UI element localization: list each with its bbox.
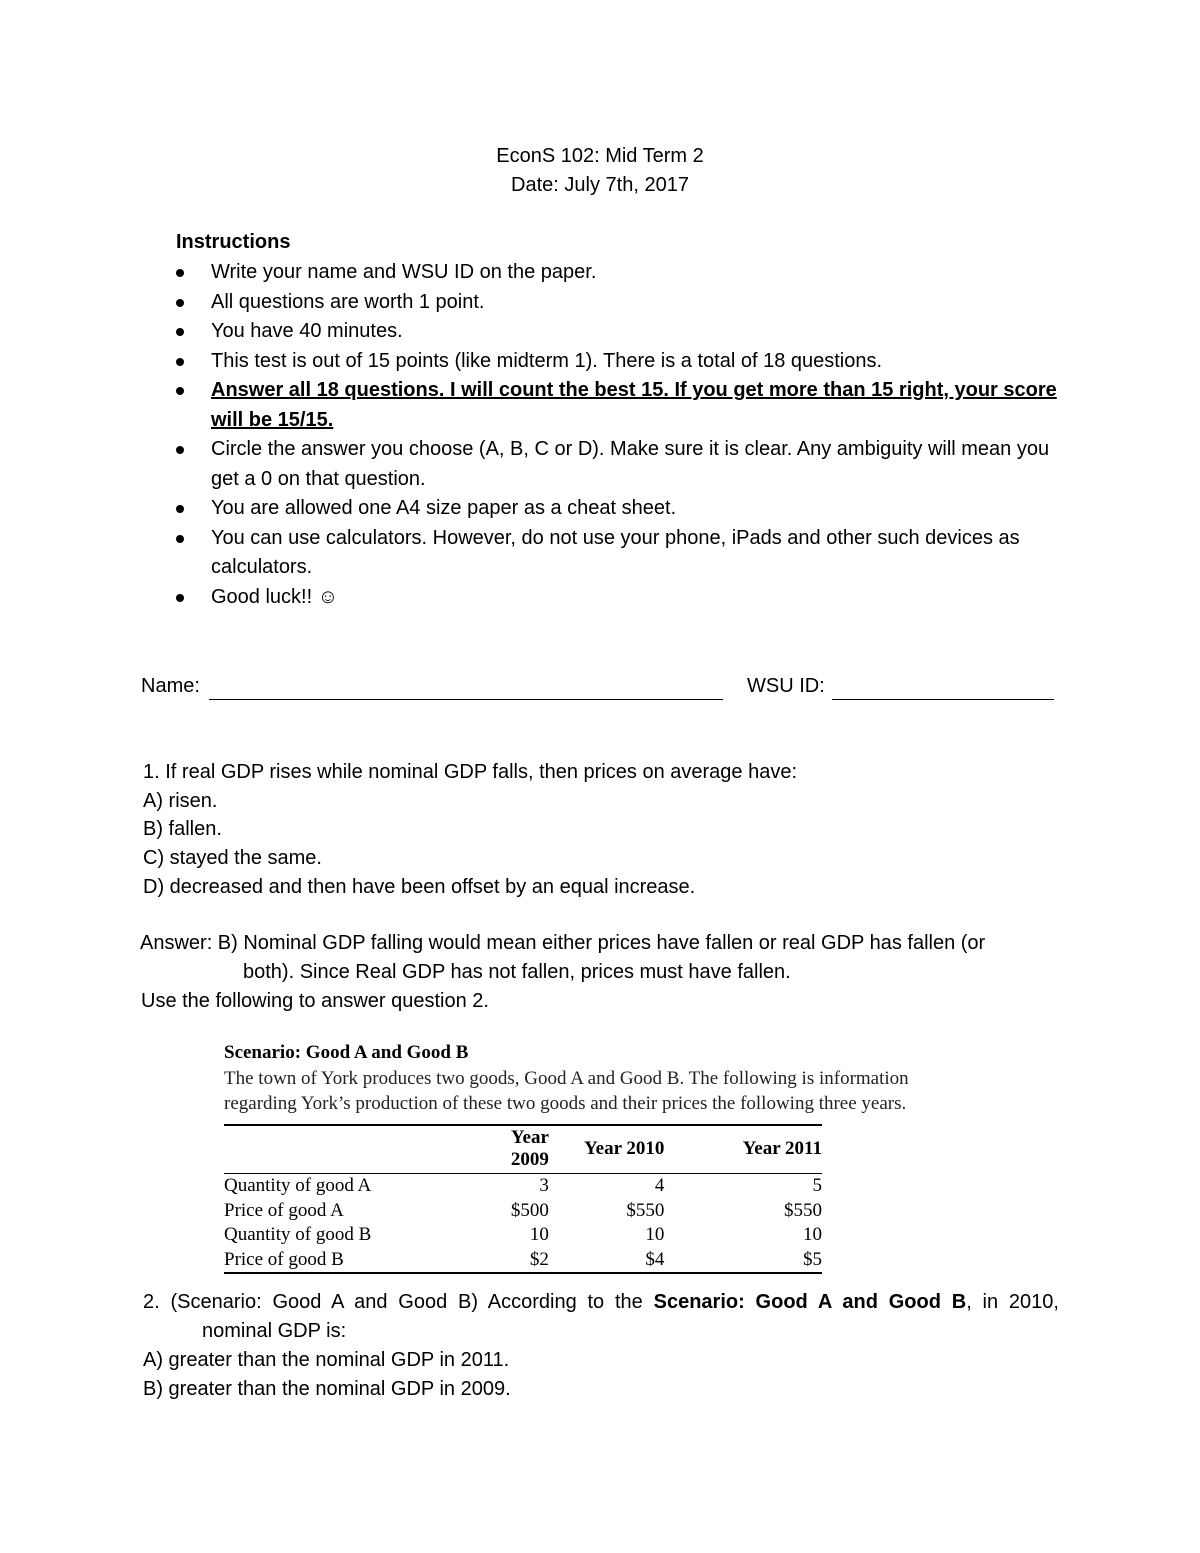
instruction-text: Good luck!! ☺ [211,585,339,608]
row-label: Price of good B [224,1248,475,1274]
instruction-text-emphasis: Answer all 18 questions. I will count the best 15. If you get more than 15 right, your score will be 15/15. [211,379,1057,431]
question-1-answer-continued: both). Since Real GDP has not fallen, prices must have fallen. [243,961,791,983]
table-cell: $4 [559,1248,691,1274]
name-row [141,672,723,700]
table-cell: 3 [539,1175,549,1196]
question-2-stem-suffix: , in 2010, [966,1291,1059,1313]
wsu-id-label: WSU ID: [747,675,825,697]
question-2-lead-in: Use the following to answer question 2. [141,990,489,1012]
column-header: Year 2011 [690,1125,822,1174]
instruction-text: All questions are worth 1 point. [211,290,485,313]
table-row [224,1248,822,1274]
bullet-icon [176,446,184,454]
column-header: Year 2010 [559,1125,691,1174]
column-header [224,1125,475,1174]
row-label: Price of good A [224,1199,344,1221]
table-cell: $550 [784,1199,822,1221]
table-cell: $2 [475,1248,559,1274]
wsu-id-field[interactable] [832,677,1054,700]
list-item [176,258,1059,288]
instruction-text: Write your name and WSU ID on the paper. [211,261,597,283]
bullet-icon [176,358,184,366]
question-1-stem: 1. If real GDP rises while nominal GDP falls, then prices on average have: [143,761,798,783]
question-2-stem-continued: nominal GDP is: [202,1320,347,1342]
question-1-answer: Answer: B) Nominal GDP falling would mean either prices have fallen or real GDP has fallen (or [140,932,986,954]
instruction-text: This test is out of 15 points (like midterm 1). There is a total of 18 questions. [211,349,883,372]
scenario-title: Scenario: Good A and Good B [224,1042,469,1063]
row-label: Quantity of good B [224,1224,372,1245]
bullet-icon [176,387,184,395]
column-header: Year 2009 [475,1125,559,1174]
table-cell: $550 [626,1199,665,1221]
list-item [176,288,1059,318]
question-2-option-a[interactable]: A) greater than the nominal GDP in 2011. [143,1349,510,1371]
scenario-table [224,1124,822,1274]
instruction-text: You can use calculators. However, do not use your phone, iPads and other such devices as calculators. [211,526,1020,578]
bullet-icon [176,299,184,307]
scenario-block [224,1040,1004,1274]
table-cell: $500 [510,1199,549,1221]
table-header-row [224,1125,822,1174]
question-1-option-b[interactable]: B) fallen. [143,818,222,840]
instruction-text: Circle the answer you choose (A, B, C or D). Make sure it is clear. Any ambiguity will mean you get a 0 on that question. [211,438,1050,490]
bullet-icon [176,505,184,513]
table-cell: 10 [529,1224,549,1245]
list-item [176,524,1059,583]
scenario-description-line: regarding York’s production of these two goods and their prices the following three years. [224,1093,907,1114]
table-cell: 5 [812,1175,822,1196]
exam-date: Date: July 7th, 2017 [511,174,689,196]
bullet-icon [176,269,184,277]
question-2-option-b[interactable]: B) greater than the nominal GDP in 2009. [143,1378,511,1400]
table-cell: 10 [803,1224,822,1245]
table-row [224,1223,822,1248]
table-row [224,1199,822,1224]
name-field[interactable] [209,677,723,700]
bullet-icon [176,328,184,336]
table-cell: 10 [645,1224,665,1245]
list-item [176,583,1059,613]
name-label: Name: [141,675,200,697]
question-2-stem-prefix: 2. (Scenario: Good A and Good B) According to the [143,1291,654,1313]
row-label: Quantity of good A [224,1175,372,1196]
question-1-option-d[interactable]: D) decreased and then have been offset by an equal increase. [143,876,696,898]
instruction-text: You are allowed one A4 size paper as a cheat sheet. [211,497,677,519]
scenario-description-line: The town of York produces two goods, Good A and Good B. The following is information [224,1068,909,1089]
exam-title: EconS 102: Mid Term 2 [496,145,704,167]
table-row [224,1174,822,1199]
list-item [176,317,1059,347]
table-cell: $5 [690,1248,822,1274]
question-2-scenario-ref: Scenario: Good A and Good B [653,1291,967,1313]
bullet-icon [176,594,184,602]
instruction-text: You have 40 minutes. [211,320,403,342]
instructions-list [176,258,1076,612]
question-1-option-a[interactable]: A) risen. [143,790,218,812]
table-cell: 4 [654,1175,665,1196]
list-item [176,347,1059,377]
list-item [176,494,1059,524]
instructions-heading: Instructions [176,231,291,253]
question-2-stem [143,1288,1059,1317]
question-1-option-c[interactable]: C) stayed the same. [143,847,322,869]
list-item [176,435,1059,494]
list-item [176,376,1059,435]
id-row [747,672,1054,700]
bullet-icon [176,535,184,543]
